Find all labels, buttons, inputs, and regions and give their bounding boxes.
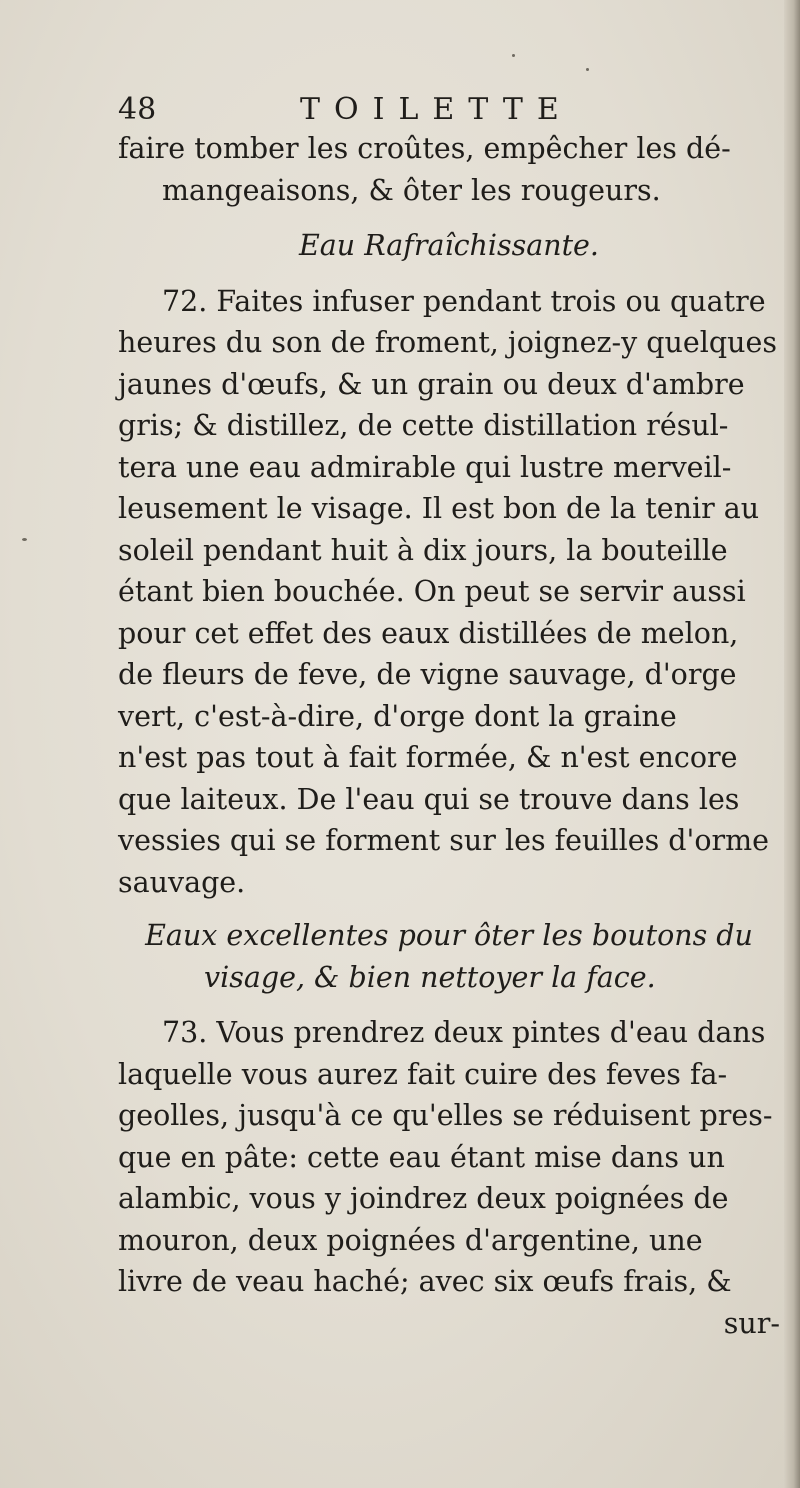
text-line: faire tomber les croûtes, empêcher les dé- (118, 132, 731, 165)
recipe-paragraph (118, 281, 780, 904)
text-line: que en pâte: cette eau étant mise dans un (118, 1140, 725, 1174)
text-line: vert, c'est-à-dire, d'orge dont la graine (118, 699, 677, 733)
text-line: que laiteux. De l'eau qui se trouve dans les (118, 782, 740, 816)
text-line: 73. Vous prendrez deux pintes d'eau dans (162, 1016, 766, 1049)
page-header (118, 92, 678, 132)
text-line: de fleurs de feve, de vigne sauvage, d'orge (118, 658, 737, 691)
page-edge-shadow (784, 0, 800, 1488)
text-line: heures du son de froment, joignez-y quelques (118, 326, 777, 359)
text-line: tera une eau admirable qui lustre merveil- (118, 450, 732, 484)
running-head: TOILETTE (300, 92, 573, 127)
recipe-heading: Eaux excellentes pour ôter les boutons du (145, 919, 753, 952)
text-line: leusement le visage. Il est bon de la tenir au (118, 492, 760, 525)
text-line: 72. Faites infuser pendant trois ou quatre (162, 284, 766, 318)
recipe-paragraph (118, 1012, 780, 1344)
text-line: laquelle vous aurez fait cuire des feves fa- (118, 1057, 728, 1091)
paper-speck (512, 54, 515, 57)
text-line: sauvage. (118, 865, 246, 899)
text-line: livre de veau haché; avec six œufs frais, & (118, 1265, 732, 1298)
text-line: geolles, jusqu'à ce qu'elles se réduisent pres- (118, 1099, 773, 1132)
paper-speck (22, 538, 27, 541)
text-line: n'est pas tout à fait formée, & n'est encore (118, 741, 738, 774)
text-line: mangeaisons, & ôter les rougeurs. (162, 173, 661, 207)
text-line: jaunes d'œufs, & un grain ou deux d'ambre (118, 367, 745, 401)
page-number: 48 (118, 92, 157, 127)
text-line: mouron, deux poignées d'argentine, une (118, 1223, 703, 1257)
continued-paragraph (118, 128, 780, 211)
text-line: étant bien bouchée. On peut se servir aussi (118, 575, 746, 608)
catchword: sur- (723, 1306, 780, 1340)
recipe-heading: Eau Rafraîchissante. (298, 229, 599, 262)
text-line: gris; & distillez, de cette distillation résul- (118, 409, 729, 442)
paper-speck (586, 68, 589, 71)
text-line: soleil pendant huit à dix jours, la bouteille (118, 533, 728, 567)
text-line: pour cet effet des eaux distillées de melon, (118, 616, 739, 650)
recipe-heading-continued: visage, & bien nettoyer la face. (204, 960, 656, 994)
page-text (118, 128, 780, 1344)
text-line: alambic, vous y joindrez deux poignées de (118, 1182, 729, 1215)
text-line: vessies qui se forment sur les feuilles d'orme (118, 824, 770, 857)
